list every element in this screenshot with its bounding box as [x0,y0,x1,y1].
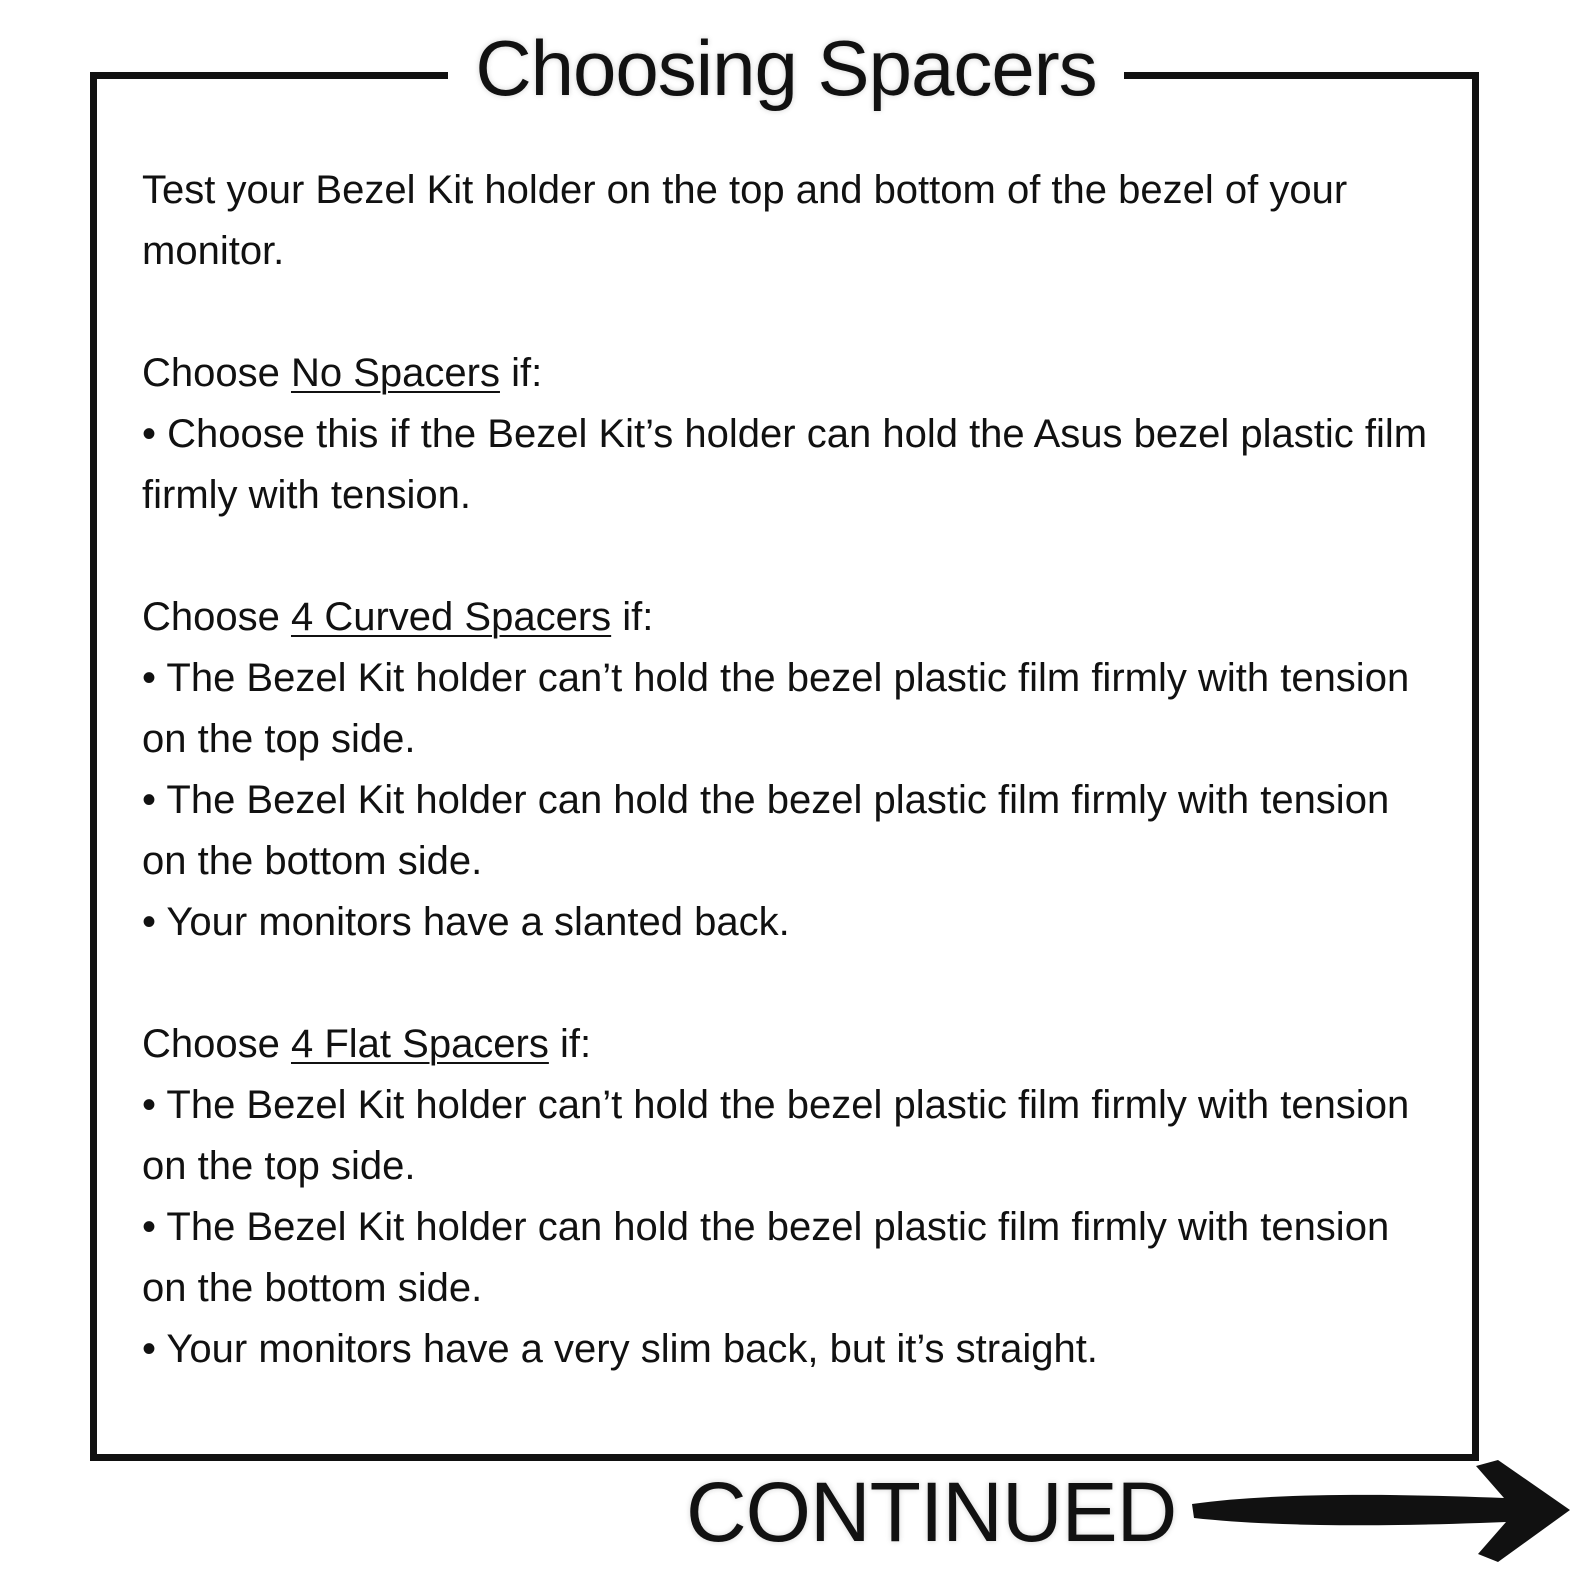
spacer [142,526,1442,587]
section-heading-prefix: Choose [142,351,291,395]
section-curved-spacers [142,587,1442,953]
arrow-right-icon[interactable] [1186,1456,1576,1566]
section-heading-prefix: Choose [142,1022,291,1066]
continued-label[interactable]: CONTINUED [686,1465,1177,1559]
section-no-spacers [142,343,1442,526]
section-heading [142,343,1442,404]
intro-text: Test your Bezel Kit holder on the top and bottom of the bezel of your monitor. [142,168,1348,273]
bullet-item: • Choose this if the Bezel Kit’s holder can hold the Asus bezel plastic film firmly with tension. [142,412,1428,517]
option-curved-spacers: 4 Curved Spacers [290,595,612,639]
bullet-item: • Your monitors have a very slim back, but it’s straight. [142,1327,1098,1371]
section-heading [142,587,1442,648]
section-heading [142,1014,1442,1075]
option-no-spacers: No Spacers [290,351,500,395]
spacer [142,953,1442,1014]
bullet-item: • The Bezel Kit holder can’t hold the bezel plastic film firmly with tension on the top side. [142,656,1410,761]
instructions-body [142,160,1442,1380]
option-flat-spacers: 4 Flat Spacers [290,1022,549,1066]
bullet-item: • Your monitors have a slanted back. [142,900,790,944]
section-flat-spacers [142,1014,1442,1380]
bullet-item: • The Bezel Kit holder can hold the bezel plastic film firmly with tension on the bottom side. [142,778,1390,883]
section-heading-suffix: if: [611,595,654,639]
section-heading-suffix: if: [499,351,543,395]
section-heading-suffix: if: [548,1022,592,1066]
section-heading-prefix: Choose [142,595,291,639]
bullet-item: • The Bezel Kit holder can hold the bezel plastic film firmly with tension on the bottom side. [142,1205,1390,1310]
page-title: Choosing Spacers [448,18,1124,118]
spacer [142,282,1442,343]
bullet-item: • The Bezel Kit holder can’t hold the bezel plastic film firmly with tension on the top side. [142,1083,1410,1188]
